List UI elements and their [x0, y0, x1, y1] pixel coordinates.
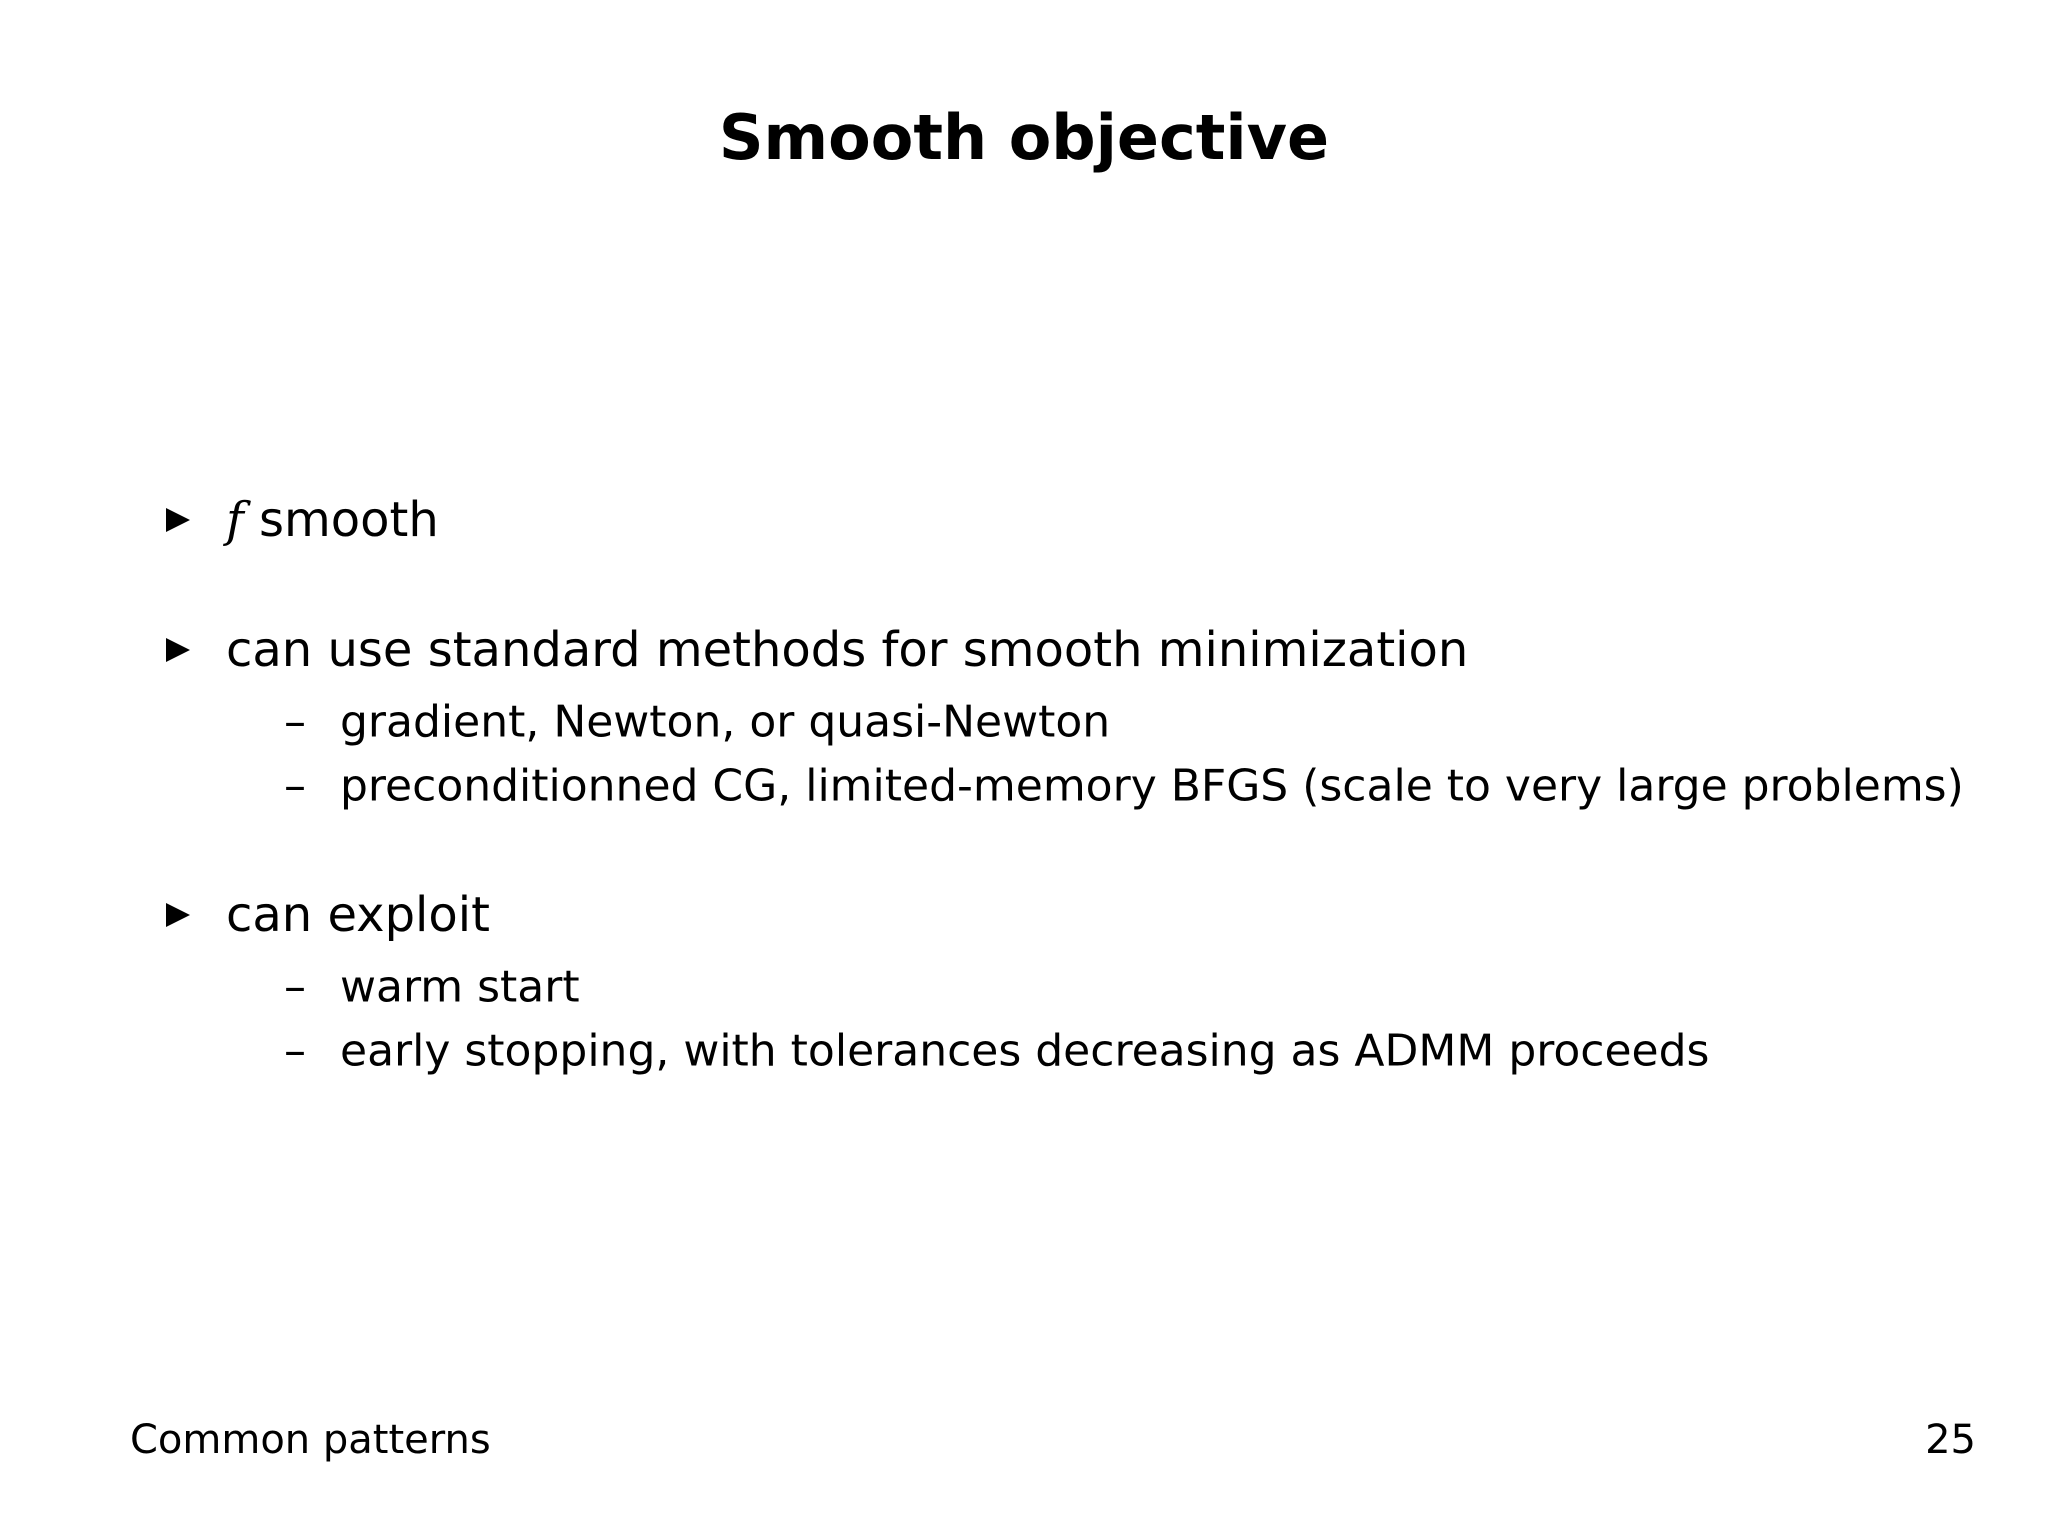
sub-item-text: warm start	[340, 961, 580, 1013]
sub-item-text: gradient, Newton, or quasi-Newton	[340, 696, 1111, 748]
triangle-bullet-icon	[166, 638, 190, 662]
bullet-text	[226, 492, 439, 548]
footer-section-label: Common patterns	[130, 1417, 491, 1463]
sub-item-text: early stopping, with tolerances decreasing as ADMM proceeds	[340, 1025, 1710, 1077]
slide-title: Smooth objective	[718, 101, 1330, 174]
bullet-label: can exploit	[226, 887, 490, 943]
bullet-label: smooth	[243, 492, 439, 548]
dash-marker: –	[284, 760, 306, 812]
math-symbol-f: f	[226, 492, 244, 548]
dash-marker: –	[284, 1025, 306, 1077]
dash-marker: –	[284, 696, 306, 748]
sub-item-text: preconditionned CG, limited-memory BFGS (scale to very large problems)	[340, 760, 1964, 812]
page-number: 25	[1925, 1417, 1976, 1463]
dash-marker: –	[284, 961, 306, 1013]
triangle-bullet-icon	[166, 508, 190, 532]
bullet-label: can use standard methods for smooth minimization	[226, 622, 1469, 678]
triangle-bullet-icon	[166, 903, 190, 927]
